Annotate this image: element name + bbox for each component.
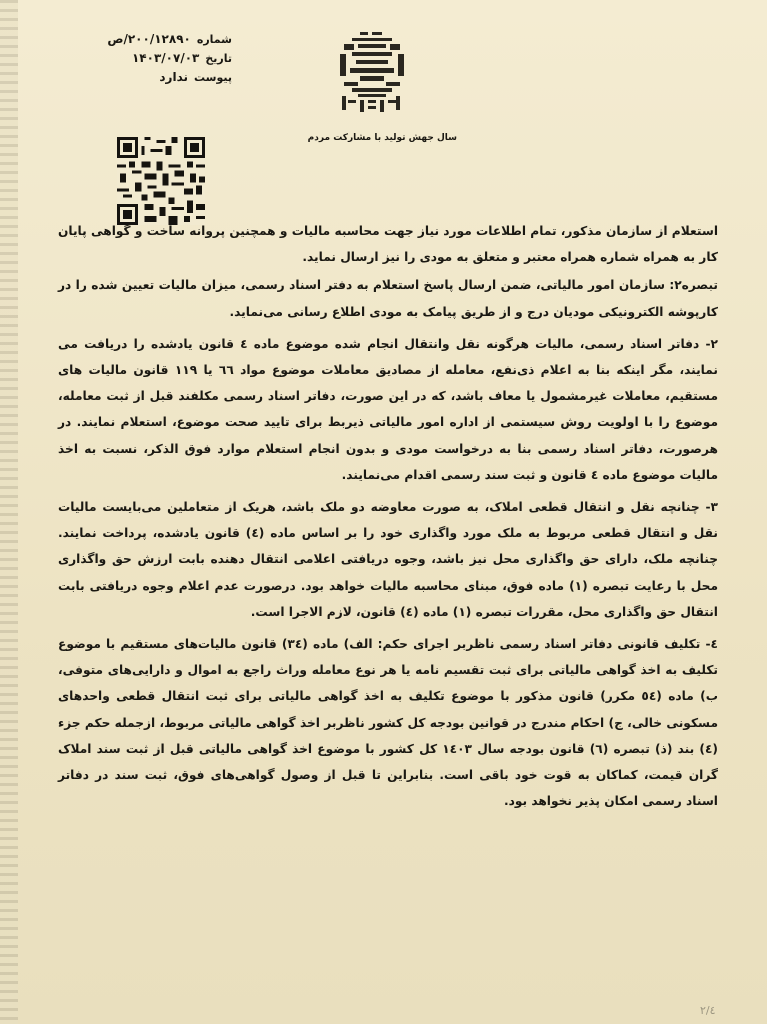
paragraph-1: استعلام از سازمان مذکور، تمام اطلاعات مورد نیاز جهت محاسبه مالیات و همچنین پروانه ساخت و گواهی پایان کار به همراه شماره همراه معتبر و متعلق به مودی را نیز ارسال نماید. — [58, 224, 718, 265]
date-label: تاریخ — [205, 52, 232, 66]
emblem-logo-icon — [330, 30, 414, 114]
paragraph-2: تبصره۲: سازمان امور مالیاتی، ضمن ارسال پاسخ استعلام به دفتر اسناد رسمی، میزان مالیات تعیین شده را در کارپوشه الکترونیکی مودیان درج و از طریق پیامک به مودی اطلاع رسانی می‌نماید. — [58, 278, 718, 319]
page-number: ۲/٤ — [700, 1004, 716, 1017]
paragraph-3: ۲- دفاتر اسناد رسمی، مالیات هرگونه نقل وانتقال انجام شده موضوع ماده ٤ قانون یادشده را دریافت می نمایند، مگر اینکه بنا به اعلام ذی‌نفع، معامله از مصادیق معاملات موضوع مواد ٦٦ یا ۱۱۹ قانون مالیات های مستقیم، معاملات غیرمشمول یا معاف باشد، که در این صورت، دفاتر اسناد رسمی مکلفند قبل از ثبت معامله، موضوع را با اولویت روش سیستمی از اداره امور مالیاتی ذیربط برای تایید صحت موضوع، استعلام نمایند. در هرصورت، دفاتر اسناد رسمی بنا به درخواست مودی و بدون انجام استعلام موارد فوق الذکر، نسبت به اخذ مالیات موضوع ماده ٤ قانون و ثبت سند رسمی اقدام می‌نمایند. — [58, 336, 718, 482]
date-row — [92, 49, 232, 68]
date-value: ۱۴۰۳/۰۷/۰۳ — [131, 51, 200, 66]
qr-code-icon — [117, 137, 205, 225]
attachment-row — [92, 68, 232, 87]
attachment-value: ندارد — [159, 70, 189, 85]
number-value: ۲۰۰/۱۲۸۹۰/ص — [107, 32, 191, 46]
paragraph-4: ۳- چنانچه نقل و انتقال قطعی املاک، به صورت معاوضه دو ملک باشد، هریک از متعاملین می‌بایست مالیات نقل و انتقال قطعی مربوط به ملک مورد واگذاری خود را بر اساس ماده (٤) قانون یادشده، پرداخت نمایند. چنانچه ملک، دارای حق واگذاری محل نیز باشد، وجوه دریافتی اعلامی انتقال دهنده بابت ارزش حق واگذاری محل با رعایت تبصره (۱) ماده فوق، مبنای محاسبه مالیات خواهد بود. درصورت عدم اعلام وجوه دریافتی بابت انتقال حق واگذاری محل، مقررات تبصره (۱) ماده (٤) قانون، لازم الاجرا است. — [58, 500, 719, 619]
number-row — [92, 30, 232, 49]
letter-meta — [92, 30, 232, 88]
scan-edge — [0, 0, 18, 1024]
number-label: شماره — [196, 33, 232, 46]
attachment-label: پیوست — [194, 71, 232, 85]
slogan: سال جهش تولید با مشارکت مردم — [307, 133, 457, 143]
letter-body — [58, 218, 718, 816]
paragraph-5: ٤- تکلیف قانونی دفاتر اسناد رسمی ناظربر اجرای حکم: الف) ماده (۳٤) قانون مالیات‌های مستقیم با موضوع تکلیف به اخذ گواهی مالیاتی برای ثبت تقسیم نامه یا هر نوع معامله وراث راجع به اموال و دارایی‌های متوفی، ب) ماده (٥٤ مکرر) قانون مذکور با موضوع تکلیف به اخذ گواهی مالیاتی برای ثبت انتقال قطعی واحدهای مسکونی خالی، ج) احکام مندرج در قوانین بودجه کل کشور ناظربر اخذ گواهی مالیاتی مربوط، ازجمله حکم جزء (٤) بند (ذ) تبصره (٦) قانون بودجه سال ۱٤۰۳ کل کشور با موضوع اخذ گواهی مالیاتی قبل از ثبت سند املاک گران قیمت، کماکان به قوت خود باقی است. بنابراین تا قبل از وصول گواهی‌های فوق، ثبت سند در دفاتر اسناد رسمی امکان پذیر نخواهد بود. — [58, 637, 718, 809]
